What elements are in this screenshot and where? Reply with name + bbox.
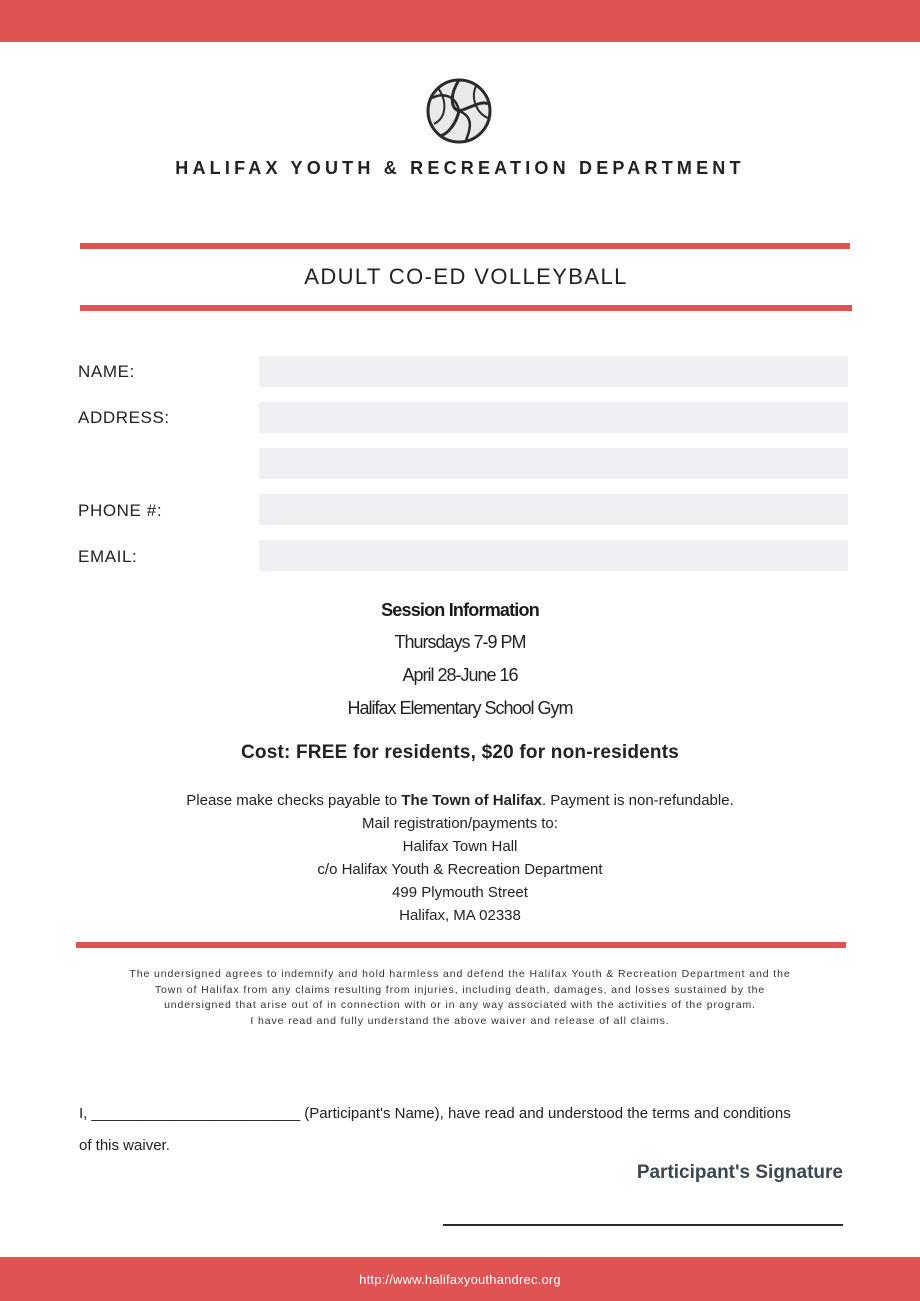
session-heading: Session Information [381, 600, 539, 620]
signature-label: Participant's Signature [636, 1162, 843, 1183]
volleyball-icon [426, 78, 492, 144]
acknowledgement-line-1: I, _________________________ (Participant's Name), have read and understood the terms and conditions [79, 1105, 791, 1122]
waiver-text [70, 967, 850, 1029]
cost-info: Cost: FREE for residents, $20 for non-residents [240, 742, 680, 763]
email-field[interactable] [259, 540, 848, 571]
session-dates: April 28-June 16 [402, 665, 518, 685]
address-label: ADDRESS: [78, 408, 170, 427]
mail-intro: Mail registration/payments to: [362, 815, 558, 832]
mail-address-line-2: c/o Halifax Youth & Recreation Department [317, 861, 603, 878]
title-bottom-divider [80, 305, 852, 311]
checks-suffix: . Payment is non-refundable. [541, 792, 734, 809]
phone-label: PHONE #: [78, 501, 163, 520]
acknowledgement-line-2: of this waiver. [79, 1137, 170, 1154]
footer-url-link[interactable]: http://www.halifaxyouthandrec.org [359, 1271, 561, 1287]
organization-name: HALIFAX YOUTH & RECREATION DEPARTMENT [175, 158, 745, 178]
waiver-line-4: I have read and fully understand the above waiver and release of all claims. [250, 1014, 670, 1027]
mail-address-line-4: Halifax, MA 02338 [399, 907, 521, 924]
name-field[interactable] [259, 356, 848, 387]
program-title: ADULT CO-ED VOLLEYBALL [304, 264, 628, 289]
waiver-divider [76, 942, 846, 948]
checks-prefix: Please make checks payable to [186, 792, 402, 809]
mail-address-line-1: Halifax Town Hall [402, 838, 518, 855]
footer-band [0, 1257, 920, 1301]
top-accent-band [0, 0, 920, 42]
session-location: Halifax Elementary School Gym [347, 698, 573, 718]
waiver-line-1: The undersigned agrees to indemnify and hold harmless and defend the Halifax Youth & Recreation Department and the [129, 968, 791, 980]
email-label: EMAIL: [78, 547, 138, 566]
session-day-time: Thursdays 7-9 PM [394, 632, 526, 652]
phone-field[interactable] [259, 494, 848, 525]
waiver-line-3: undersigned that arise out of in connection with or in any way associated with the activities of the program. [164, 999, 756, 1011]
payee-name: The Town of Halifax [401, 792, 542, 809]
address-field-line-2[interactable] [259, 448, 848, 479]
address-field-line-1[interactable] [259, 402, 848, 433]
mail-address-line-3: 499 Plymouth Street [392, 884, 528, 901]
name-label: NAME: [78, 362, 135, 381]
title-top-divider [80, 243, 850, 249]
checks-payable-line [60, 789, 860, 812]
signature-line[interactable] [443, 1224, 843, 1226]
waiver-line-2: Town of Halifax from any claims resulting from injuries, including death, damages, and losses sustained by the [154, 983, 766, 996]
